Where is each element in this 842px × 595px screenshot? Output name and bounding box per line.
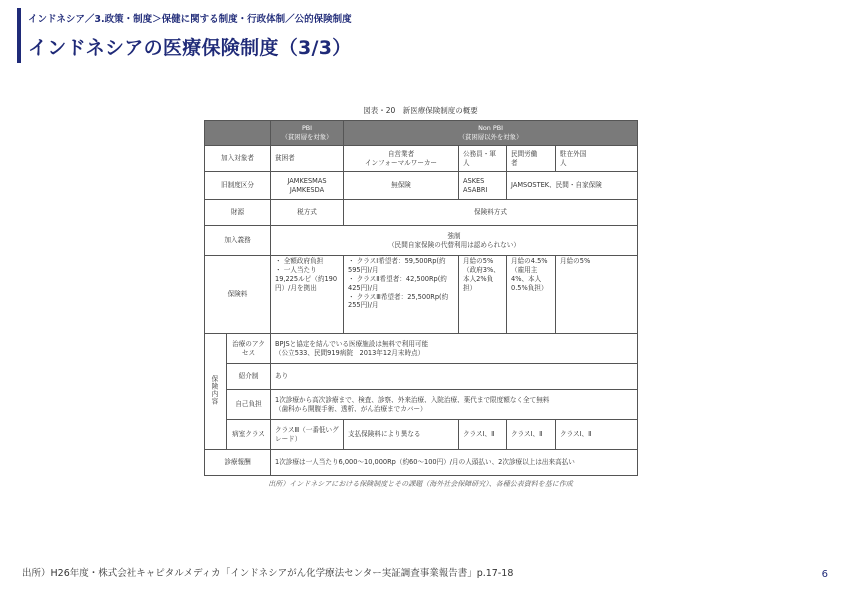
cell-subscribers-self bbox=[344, 146, 459, 172]
cell-obligation-b: （民間自家保険の代替利用は認められない） bbox=[388, 240, 520, 249]
header-nonpbi bbox=[344, 121, 638, 146]
row-label-old-system: 旧制度区分 bbox=[205, 172, 271, 200]
table-row-fee bbox=[205, 450, 638, 476]
row-label-premium: 保険料 bbox=[205, 256, 271, 334]
cell-subscribers-private-b: 者 bbox=[511, 158, 518, 167]
header-pbi bbox=[271, 121, 344, 146]
cell-subscribers-civil-a: 公務員・軍 bbox=[463, 149, 496, 158]
cell-premium-self-line2: ・ クラスⅡ希望者：42,500Rp(約425円)/月 bbox=[348, 274, 447, 292]
cell-copay-a: 1次診療から高次診療まで、検査、診察、外来治療、入院治療、薬代まで限度額なく全て無料 bbox=[275, 395, 550, 404]
footer-source: 出所）H26年度・株式会社キャピタルメディカ「インドネシアがん化学療法センター実証調査事業報告書」p.17-18 bbox=[22, 568, 514, 579]
cell-old-system-pbi bbox=[271, 172, 344, 200]
cell-obligation bbox=[271, 226, 638, 256]
cell-premium-private: 月給の4.5%（雇用主4%、本人0.5%負担） bbox=[507, 256, 556, 334]
table-row-premium bbox=[205, 256, 638, 334]
header-pbi-sub: （貧困層を対象） bbox=[281, 133, 333, 141]
header-blank-cell bbox=[205, 121, 271, 146]
row-group-benefit-label: 保険内容 bbox=[209, 374, 218, 406]
cell-old-system-civil bbox=[459, 172, 507, 200]
header-pbi-label: PBI bbox=[301, 124, 313, 133]
header-nonpbi-sub: （貧困層以外を対象） bbox=[458, 133, 523, 141]
title-accent-bar bbox=[17, 8, 21, 63]
table-row-access bbox=[205, 334, 638, 364]
cell-premium-pbi-line1: ・ 全額政府負担 bbox=[275, 257, 324, 265]
table-row-copay bbox=[205, 390, 638, 420]
row-label-subscribers: 加入対象者 bbox=[205, 146, 271, 172]
cell-obligation-a: 強制 bbox=[447, 231, 461, 240]
cell-old-system-pbi-b: JAMKESDA bbox=[289, 185, 325, 194]
row-group-benefit bbox=[205, 334, 227, 450]
cell-subscribers-pbi: 貧困者 bbox=[271, 146, 344, 172]
cell-old-system-civil-a: ASKES bbox=[463, 176, 485, 185]
cell-access bbox=[271, 334, 638, 364]
row-label-ward: 病室クラス bbox=[227, 420, 271, 450]
cell-access-b: （公立533、民間919病院 2013年12月末時点） bbox=[275, 348, 425, 357]
cell-old-system-pbi-a: JAMKESMAS bbox=[287, 176, 327, 185]
row-label-fee: 診療報酬 bbox=[205, 450, 271, 476]
cell-old-system-self: 無保険 bbox=[344, 172, 459, 200]
row-label-access: 治療のアクセス bbox=[227, 334, 271, 364]
figure-title: 図表・20 新医療保険制度の概要 bbox=[363, 106, 478, 115]
insurance-table bbox=[204, 120, 638, 476]
cell-premium-self-line1: ・ クラスⅠ希望者：59,500Rp(約595円)/月 bbox=[348, 257, 446, 274]
row-label-obligation: 加入義務 bbox=[205, 226, 271, 256]
cell-ward-self: 支払保険料により異なる bbox=[344, 420, 459, 450]
cell-access-a: BPJSと協定を結んでいる医療施設は無料で利用可能 bbox=[275, 339, 429, 348]
table-row-finance bbox=[205, 200, 638, 226]
cell-old-system-civil-b: ASABRI bbox=[463, 185, 488, 194]
table-row-referral bbox=[205, 364, 638, 390]
table-header-row bbox=[205, 121, 638, 146]
cell-copay bbox=[271, 390, 638, 420]
cell-fee: 1次診療は一人当たり6,000〜10,000Rp（約60〜100円）/月の人頭払い、2次診療以上は出来高払い bbox=[271, 450, 638, 476]
table-row-ward bbox=[205, 420, 638, 450]
cell-subscribers-self-b: インフォーマルワーカー bbox=[364, 158, 438, 167]
page-number: 6 bbox=[821, 569, 828, 580]
row-label-copay: 自己負担 bbox=[227, 390, 271, 420]
cell-ward-civil: クラスⅠ、Ⅱ bbox=[459, 420, 507, 450]
cell-finance-nonpbi: 保険料方式 bbox=[344, 200, 638, 226]
cell-premium-self-line3: ・ クラスⅢ希望者：25,500Rp(約255円)/月 bbox=[348, 292, 449, 310]
cell-finance-pbi: 税方式 bbox=[271, 200, 344, 226]
cell-old-system-private: JAMSOSTEK、民間・自家保険 bbox=[507, 172, 638, 200]
cell-subscribers-civil-b: 人 bbox=[463, 158, 470, 167]
cell-ward-pbi: クラスⅢ（一番低いグレード） bbox=[271, 420, 344, 450]
cell-subscribers-foreign bbox=[556, 146, 638, 172]
cell-copay-b: （歯科から開腹手術、透析、がん治療までカバー） bbox=[275, 404, 427, 413]
cell-premium-civil: 月給の5%（政府3%、本人2%負担） bbox=[459, 256, 507, 334]
cell-subscribers-private-a: 民間労働 bbox=[511, 149, 538, 158]
cell-ward-private: クラスⅠ、Ⅱ bbox=[507, 420, 556, 450]
breadcrumb: インドネシア／3.政策・制度＞保健に関する制度・行政体制／公的保険制度 bbox=[28, 14, 352, 25]
cell-subscribers-self-a: 自営業者 bbox=[387, 149, 415, 158]
cell-subscribers-private bbox=[507, 146, 556, 172]
cell-subscribers-foreign-b: 人 bbox=[560, 158, 567, 167]
cell-premium-pbi bbox=[271, 256, 344, 334]
cell-subscribers-civil bbox=[459, 146, 507, 172]
page-title: インドネシアの医療保険制度（3/3） bbox=[28, 37, 352, 59]
cell-premium-self bbox=[344, 256, 459, 334]
cell-referral: あり bbox=[271, 364, 638, 390]
cell-ward-foreign: クラスⅠ、Ⅱ bbox=[556, 420, 638, 450]
table-row-old-system bbox=[205, 172, 638, 200]
cell-subscribers-foreign-a: 駐在外国 bbox=[560, 149, 587, 158]
table-row-subscribers bbox=[205, 146, 638, 172]
figure-insurance-overview bbox=[204, 105, 637, 489]
header-nonpbi-label: Non PBI bbox=[478, 124, 503, 133]
table-row-obligation bbox=[205, 226, 638, 256]
figure-source: 出所）インドネシアにおける保険制度とその課題（海外社会保障研究）、各種公表資料を基に作成 bbox=[268, 480, 573, 488]
row-label-referral: 紹介制 bbox=[227, 364, 271, 390]
cell-premium-pbi-line2: ・ 一人当たり19,225ルピ（約190円）/月を拠出 bbox=[275, 265, 338, 292]
cell-premium-foreign: 月給の5% bbox=[556, 256, 638, 334]
row-label-finance: 財源 bbox=[205, 200, 271, 226]
